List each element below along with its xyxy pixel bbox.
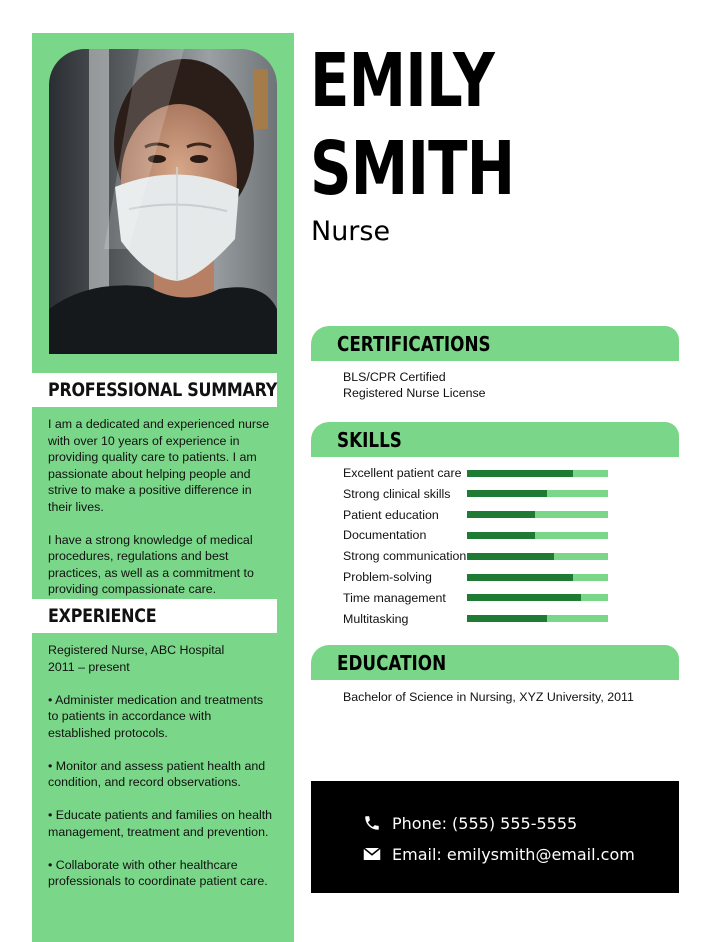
skill-row: [343, 609, 613, 629]
skill-name: Problem-solving: [343, 570, 432, 584]
summary-paragraph: I have a strong knowledge of medical procedures, regulations and best practices, as well as a commitment to providing compassionate care.: [48, 532, 254, 596]
first-name: EMILY: [310, 38, 495, 124]
skill-row: [343, 588, 613, 608]
envelope-icon: [363, 844, 383, 864]
skill-name: Strong clinical skills: [343, 486, 451, 501]
email-text[interactable]: Email: emilysmith@email.com: [392, 844, 635, 864]
certifications-heading: CERTIFICATIONS: [311, 326, 679, 361]
skill-level-fill: [467, 490, 547, 497]
experience-heading: EXPERIENCE: [32, 599, 277, 633]
phone-icon: [363, 813, 383, 833]
experience-position: Registered Nurse, ABC Hospital: [48, 643, 225, 657]
skill-level-bar: [467, 470, 608, 477]
contact-phone: [363, 813, 577, 833]
certifications-list: [343, 369, 486, 401]
skill-name: Excellent patient care: [343, 466, 462, 480]
skill-level-fill: [467, 532, 535, 539]
skill-level-bar: [467, 532, 608, 539]
profile-photo: [49, 49, 277, 354]
skill-level-bar: [467, 594, 608, 601]
job-title: Nurse: [311, 216, 391, 247]
skill-name: Strong communication: [343, 549, 467, 564]
professional-summary-text: [48, 416, 276, 598]
skill-level-fill: [467, 594, 581, 601]
skill-row: [343, 567, 613, 587]
skill-row: [343, 463, 613, 483]
skill-level-bar: [467, 511, 608, 518]
certification-item: BLS/CPR Certified: [343, 370, 446, 384]
skill-name: Documentation: [343, 528, 427, 543]
certification-item: Registered Nurse License: [343, 386, 486, 400]
skill-row: [343, 484, 613, 504]
experience-text: [48, 642, 276, 890]
education-degree: Bachelor of Science in Nursing, XYZ University, 2011: [343, 690, 634, 704]
skill-name: Time management: [343, 590, 446, 605]
skill-level-bar: [467, 574, 608, 581]
last-name: SMITH: [310, 126, 515, 212]
skill-level-fill: [467, 574, 573, 581]
skill-level-bar: [467, 553, 608, 560]
skill-level-fill: [467, 470, 573, 477]
experience-bullet: • Educate patients and families on health management, treatment and prevention.: [48, 808, 273, 839]
skill-level-bar: [467, 615, 608, 622]
skill-level-fill: [467, 615, 547, 622]
phone-text[interactable]: Phone: (555) 555-5555: [392, 813, 578, 833]
experience-bullet: • Collaborate with other healthcare professionals to coordinate patient care.: [48, 857, 268, 888]
professional-summary-heading: PROFESSIONAL SUMMARY: [32, 373, 277, 407]
skill-name: Patient education: [343, 507, 439, 522]
experience-bullet: • Monitor and assess patient health and condition, and record observations.: [48, 758, 266, 789]
skill-row: [343, 546, 613, 566]
contact-email: [363, 844, 635, 864]
skills-heading: SKILLS: [311, 422, 679, 457]
contact-box: [311, 781, 679, 893]
skill-row: [343, 525, 613, 545]
skill-level-bar: [467, 490, 608, 497]
experience-period: 2011 – present: [48, 659, 130, 674]
skill-level-fill: [467, 511, 535, 518]
education-heading: EDUCATION: [311, 645, 679, 680]
experience-bullet: • Administer medication and treatments to patients in accordance with established protocols.: [48, 692, 264, 740]
skill-row: [343, 505, 613, 525]
skill-name: Multitasking: [343, 611, 409, 626]
summary-paragraph: I am a dedicated and experienced nurse with over 10 years of experience in providing quality care to patients. I am passionate about helping people and strive to make a positive difference in their lives.: [48, 417, 270, 514]
skill-level-fill: [467, 553, 554, 560]
